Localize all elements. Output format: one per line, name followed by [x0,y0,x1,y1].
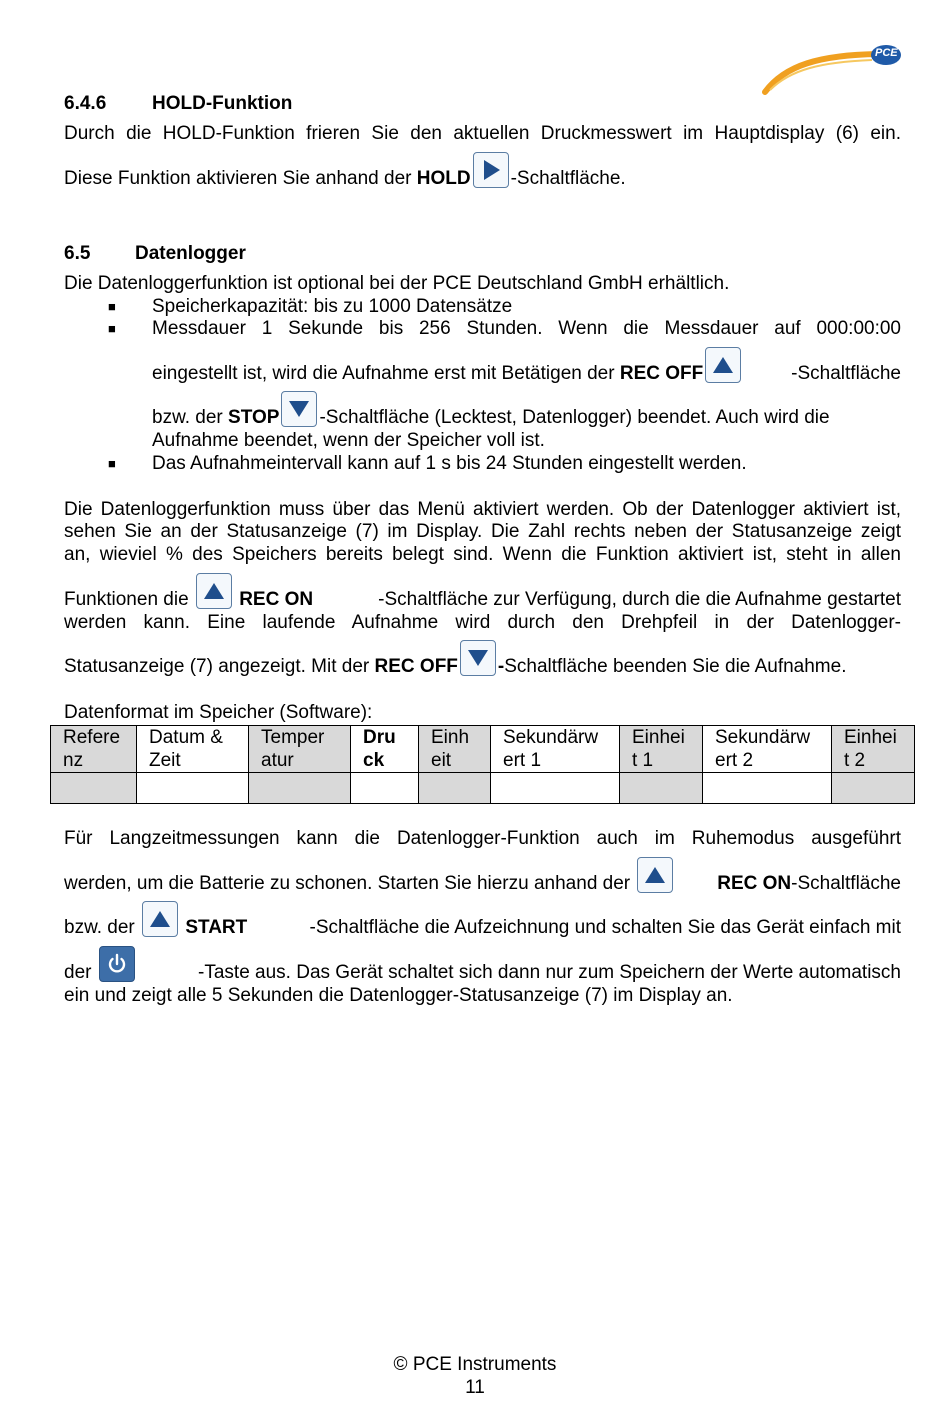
bullet-3: ■ [108,456,116,471]
section-title-datenlogger: Datenlogger [135,243,246,264]
longterm-line5: ein und zeigt alle 5 Sekunden die Datenlogger-Statusanzeige (7) im Display an. [64,985,733,1006]
up-triangle-icon [201,578,227,604]
para-line4 [64,589,901,611]
bullet-1-text: Speicherkapazität: bis zu 1000 Datensätze [152,296,513,317]
longterm-line2 [64,873,901,895]
table-cell: Sekundärw ert 2 [703,726,832,773]
hold-text-a: Diese Funktion aktivieren Sie anhand der [64,168,417,189]
para-line4-c: -Schaltfläche zur Verfügung, durch die die Aufnahme gestartet [378,589,901,610]
bullet-3-text: Das Aufnahmeintervall kann auf 1 s bis 24 Stunden eingestellt werden. [152,453,747,474]
bullet-2-line3-c: -Schaltfläche (Lecktest, Datenlogger) beendet. Auch wird die [319,407,830,428]
para-line6-dash: - [497,656,505,677]
bullet-2-line3 [152,407,901,429]
section-number-646: 6.4.6 [64,93,107,114]
table-cell: Einhei t 1 [620,726,703,773]
longterm-line3-c: -Schaltfläche die Aufzeichnung und schalten Sie das Gerät einfach mit [309,917,901,938]
para-line3: an, wieviel % des Speichers bereits belegt sind. Wenn die Funktion aktiviert ist, steht in allen [64,544,901,565]
table-cell: Dru ck [351,726,419,773]
para-line1: Die Datenloggerfunktion muss über das Menü aktiviert werden. Ob der Datenlogger aktiviert ist, [64,499,901,520]
longterm-line3-a: bzw. der [64,917,141,938]
table-cell: Einhei t 2 [832,726,915,773]
longterm-line1: Für Langzeitmessungen kann die Datenlogger-Funktion auch im Ruhemodus ausgeführt [64,828,901,849]
footer-copyright: © PCE Instruments [393,1354,557,1375]
bullet-2-line3-a: bzw. der [152,407,229,428]
down-triangle-icon [465,645,491,671]
table-cell: Datum & Zeit [137,726,249,773]
rec-off-label-2: REC OFF [374,656,458,677]
table-cell [51,773,137,804]
table-cell: Refere nz [51,726,137,773]
table-cell [491,773,620,804]
para-line5: werden kann. Eine laufende Aufnahme wird durch den Drehpfeil in der Datenlogger- [64,612,901,633]
hold-paragraph-line2 [64,168,901,190]
para-line6-a: Statusanzeige (7) angezeigt. Mit der [64,656,375,677]
up-triangle-icon [147,906,173,932]
down-triangle-icon [286,396,312,422]
para-line6-d: Schaltfläche beenden Sie die Aufnahme. [504,656,847,677]
para-line6 [64,656,901,678]
bullet-1: ■ [108,299,116,314]
table-cell [137,773,249,804]
bullet-2-line4: Aufnahme beendet, wenn der Speicher voll ist. [152,430,545,451]
data-format-table [50,725,915,804]
power-icon [104,951,130,977]
rec-on-button-2[interactable] [637,857,673,893]
longterm-line2-c: -Schaltfläche [791,873,901,894]
stop-label: STOP [228,407,280,428]
rec-off-button[interactable] [705,347,741,383]
power-button[interactable] [99,946,135,982]
bullet-2-line1: Messdauer 1 Sekunde bis 256 Stunden. Wenn die Messdauer auf 000:00:00 [152,318,901,339]
longterm-line4-b: -Taste aus. Das Gerät schaltet sich dann nur zum Speichern der Werte automatisch [198,962,901,983]
table-cell: Einh eit [419,726,491,773]
table-header-row [51,726,915,773]
bullet-2-line2-c: -Schaltfläche [791,363,901,384]
rec-on-label-2: REC ON [717,873,792,894]
rec-on-label: REC ON [239,589,314,610]
table-cell [832,773,915,804]
table-cell: Temper atur [249,726,351,773]
stop-button[interactable] [281,391,317,427]
bullet-2: ■ [108,321,116,336]
table-cell [419,773,491,804]
table-cell [249,773,351,804]
table-cell [703,773,832,804]
rec-on-button[interactable] [196,573,232,609]
hold-text-bold: HOLD [416,168,471,189]
rec-off-button-2[interactable] [460,640,496,676]
bullet-2-line2 [152,363,901,385]
play-triangle-icon [478,157,504,183]
longterm-line2-end [717,873,901,895]
up-triangle-icon [642,862,668,888]
section-title-hold: HOLD-Funktion [152,93,293,114]
longterm-line4 [64,962,901,984]
table-cell [351,773,419,804]
start-button[interactable] [142,901,178,937]
section-number-65: 6.5 [64,243,91,264]
pce-logo-text: PCE [875,47,898,59]
table-cell: Sekundärw ert 1 [491,726,620,773]
bullet-2-line2-a: eingestellt ist, wird die Aufnahme erst mit Betätigen der [152,363,620,384]
start-label: START [185,917,248,938]
pce-logo [760,40,905,98]
hold-button[interactable] [473,152,509,188]
up-triangle-icon [710,352,736,378]
table-row [51,773,915,804]
longterm-line3 [64,917,901,939]
para-line2: sehen Sie an der Statusanzeige (7) im Display. Die Zahl rechts neben der Statusanzeige zeigt [64,521,901,542]
datenlogger-intro: Die Datenloggerfunktion ist optional bei der PCE Deutschland GmbH erhältlich. [64,273,730,294]
format-label: Datenformat im Speicher (Software): [64,702,373,723]
para-line4-a: Funktionen die [64,589,194,610]
table-cell [620,773,703,804]
footer-page-number: 11 [465,1377,485,1398]
longterm-line2-a: werden, um die Batterie zu schonen. Starten Sie hierzu anhand der [64,873,636,894]
longterm-line4-a: der [64,962,97,983]
hold-text-c: -Schaltfläche. [510,168,626,189]
hold-paragraph-line1: Durch die HOLD-Funktion frieren Sie den aktuellen Druckmesswert im Hauptdisplay (6) ein. [64,123,901,144]
rec-off-label: REC OFF [619,363,704,384]
